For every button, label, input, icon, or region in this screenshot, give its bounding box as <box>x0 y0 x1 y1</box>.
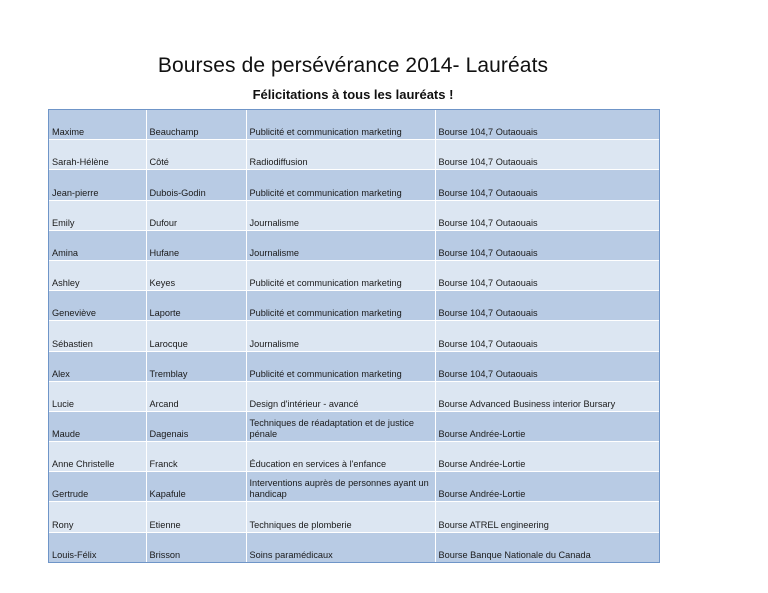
last-name-cell: Beauchamp <box>146 110 246 140</box>
last-name-cell: Etienne <box>146 502 246 532</box>
table-row <box>49 321 659 351</box>
bursary-cell: Bourse Banque Nationale du Canada <box>435 532 659 562</box>
last-name-cell: Hufane <box>146 230 246 260</box>
first-name-cell: Alex <box>49 351 146 381</box>
bursary-cell: Bourse Andrée-Lortie <box>435 411 659 441</box>
first-name-cell: Louis-Félix <box>49 532 146 562</box>
table-row <box>49 260 659 290</box>
first-name-cell: Maxime <box>49 110 146 140</box>
first-name-cell: Geneviève <box>49 291 146 321</box>
bursary-cell: Bourse Andrée-Lortie <box>435 442 659 472</box>
table-row <box>49 442 659 472</box>
bursary-cell: Bourse 104,7 Outaouais <box>435 230 659 260</box>
table-row <box>49 472 659 502</box>
first-name-cell: Lucie <box>49 381 146 411</box>
last-name-cell: Franck <box>146 442 246 472</box>
bursary-cell: Bourse 104,7 Outaouais <box>435 200 659 230</box>
first-name-cell: Anne Christelle <box>49 442 146 472</box>
bursary-cell: Bourse 104,7 Outaouais <box>435 260 659 290</box>
bursary-cell: Bourse ATREL engineering <box>435 502 659 532</box>
program-cell: Publicité et communication marketing <box>246 291 435 321</box>
bursary-cell: Bourse 104,7 Outaouais <box>435 170 659 200</box>
page-subtitle: Félicitations à tous les lauréats ! <box>252 87 454 102</box>
first-name-cell: Gertrude <box>49 472 146 502</box>
last-name-cell: Brisson <box>146 532 246 562</box>
page-title: Bourses de persévérance 2014- Lauréats <box>157 54 549 77</box>
table-row <box>49 381 659 411</box>
bursary-cell: Bourse 104,7 Outaouais <box>435 291 659 321</box>
laureates-table <box>49 110 659 563</box>
program-cell: Journalisme <box>246 200 435 230</box>
program-cell: Publicité et communication marketing <box>246 351 435 381</box>
program-cell: Interventions auprès de personnes ayant un handicap <box>246 472 435 502</box>
last-name-cell: Dagenais <box>146 411 246 441</box>
first-name-cell: Sarah-Hélène <box>49 140 146 170</box>
bursary-cell: Bourse Advanced Business interior Bursary <box>435 381 659 411</box>
last-name-cell: Kapafule <box>146 472 246 502</box>
last-name-cell: Tremblay <box>146 351 246 381</box>
bursary-cell: Bourse 104,7 Outaouais <box>435 351 659 381</box>
last-name-cell: Arcand <box>146 381 246 411</box>
program-cell: Publicité et communication marketing <box>246 170 435 200</box>
table-row <box>49 230 659 260</box>
first-name-cell: Sébastien <box>49 321 146 351</box>
first-name-cell: Rony <box>49 502 146 532</box>
first-name-cell: Emily <box>49 200 146 230</box>
laureates-table-container <box>48 109 660 563</box>
program-cell: Publicité et communication marketing <box>246 110 435 140</box>
table-row <box>49 200 659 230</box>
program-cell: Radiodiffusion <box>246 140 435 170</box>
table-row <box>49 411 659 441</box>
bursary-cell: Bourse Andrée-Lortie <box>435 472 659 502</box>
bursary-cell: Bourse 104,7 Outaouais <box>435 140 659 170</box>
last-name-cell: Dufour <box>146 200 246 230</box>
last-name-cell: Côté <box>146 140 246 170</box>
program-cell: Journalisme <box>246 230 435 260</box>
last-name-cell: Keyes <box>146 260 246 290</box>
bursary-cell: Bourse 104,7 Outaouais <box>435 110 659 140</box>
table-row <box>49 532 659 562</box>
last-name-cell: Dubois-Godin <box>146 170 246 200</box>
laureates-table-body <box>49 110 659 562</box>
program-cell: Soins paramédicaux <box>246 532 435 562</box>
program-cell: Techniques de réadaptation et de justice pénale <box>246 411 435 441</box>
program-cell: Design d'intérieur - avancé <box>246 381 435 411</box>
program-cell: Journalisme <box>246 321 435 351</box>
table-row <box>49 140 659 170</box>
first-name-cell: Jean-pierre <box>49 170 146 200</box>
table-row <box>49 502 659 532</box>
last-name-cell: Larocque <box>146 321 246 351</box>
first-name-cell: Maude <box>49 411 146 441</box>
program-cell: Éducation en services à l'enfance <box>246 442 435 472</box>
first-name-cell: Ashley <box>49 260 146 290</box>
program-cell: Publicité et communication marketing <box>246 260 435 290</box>
table-row <box>49 351 659 381</box>
first-name-cell: Amina <box>49 230 146 260</box>
table-row <box>49 291 659 321</box>
table-row <box>49 110 659 140</box>
table-row <box>49 170 659 200</box>
bursary-cell: Bourse 104,7 Outaouais <box>435 321 659 351</box>
last-name-cell: Laporte <box>146 291 246 321</box>
program-cell: Techniques de plomberie <box>246 502 435 532</box>
